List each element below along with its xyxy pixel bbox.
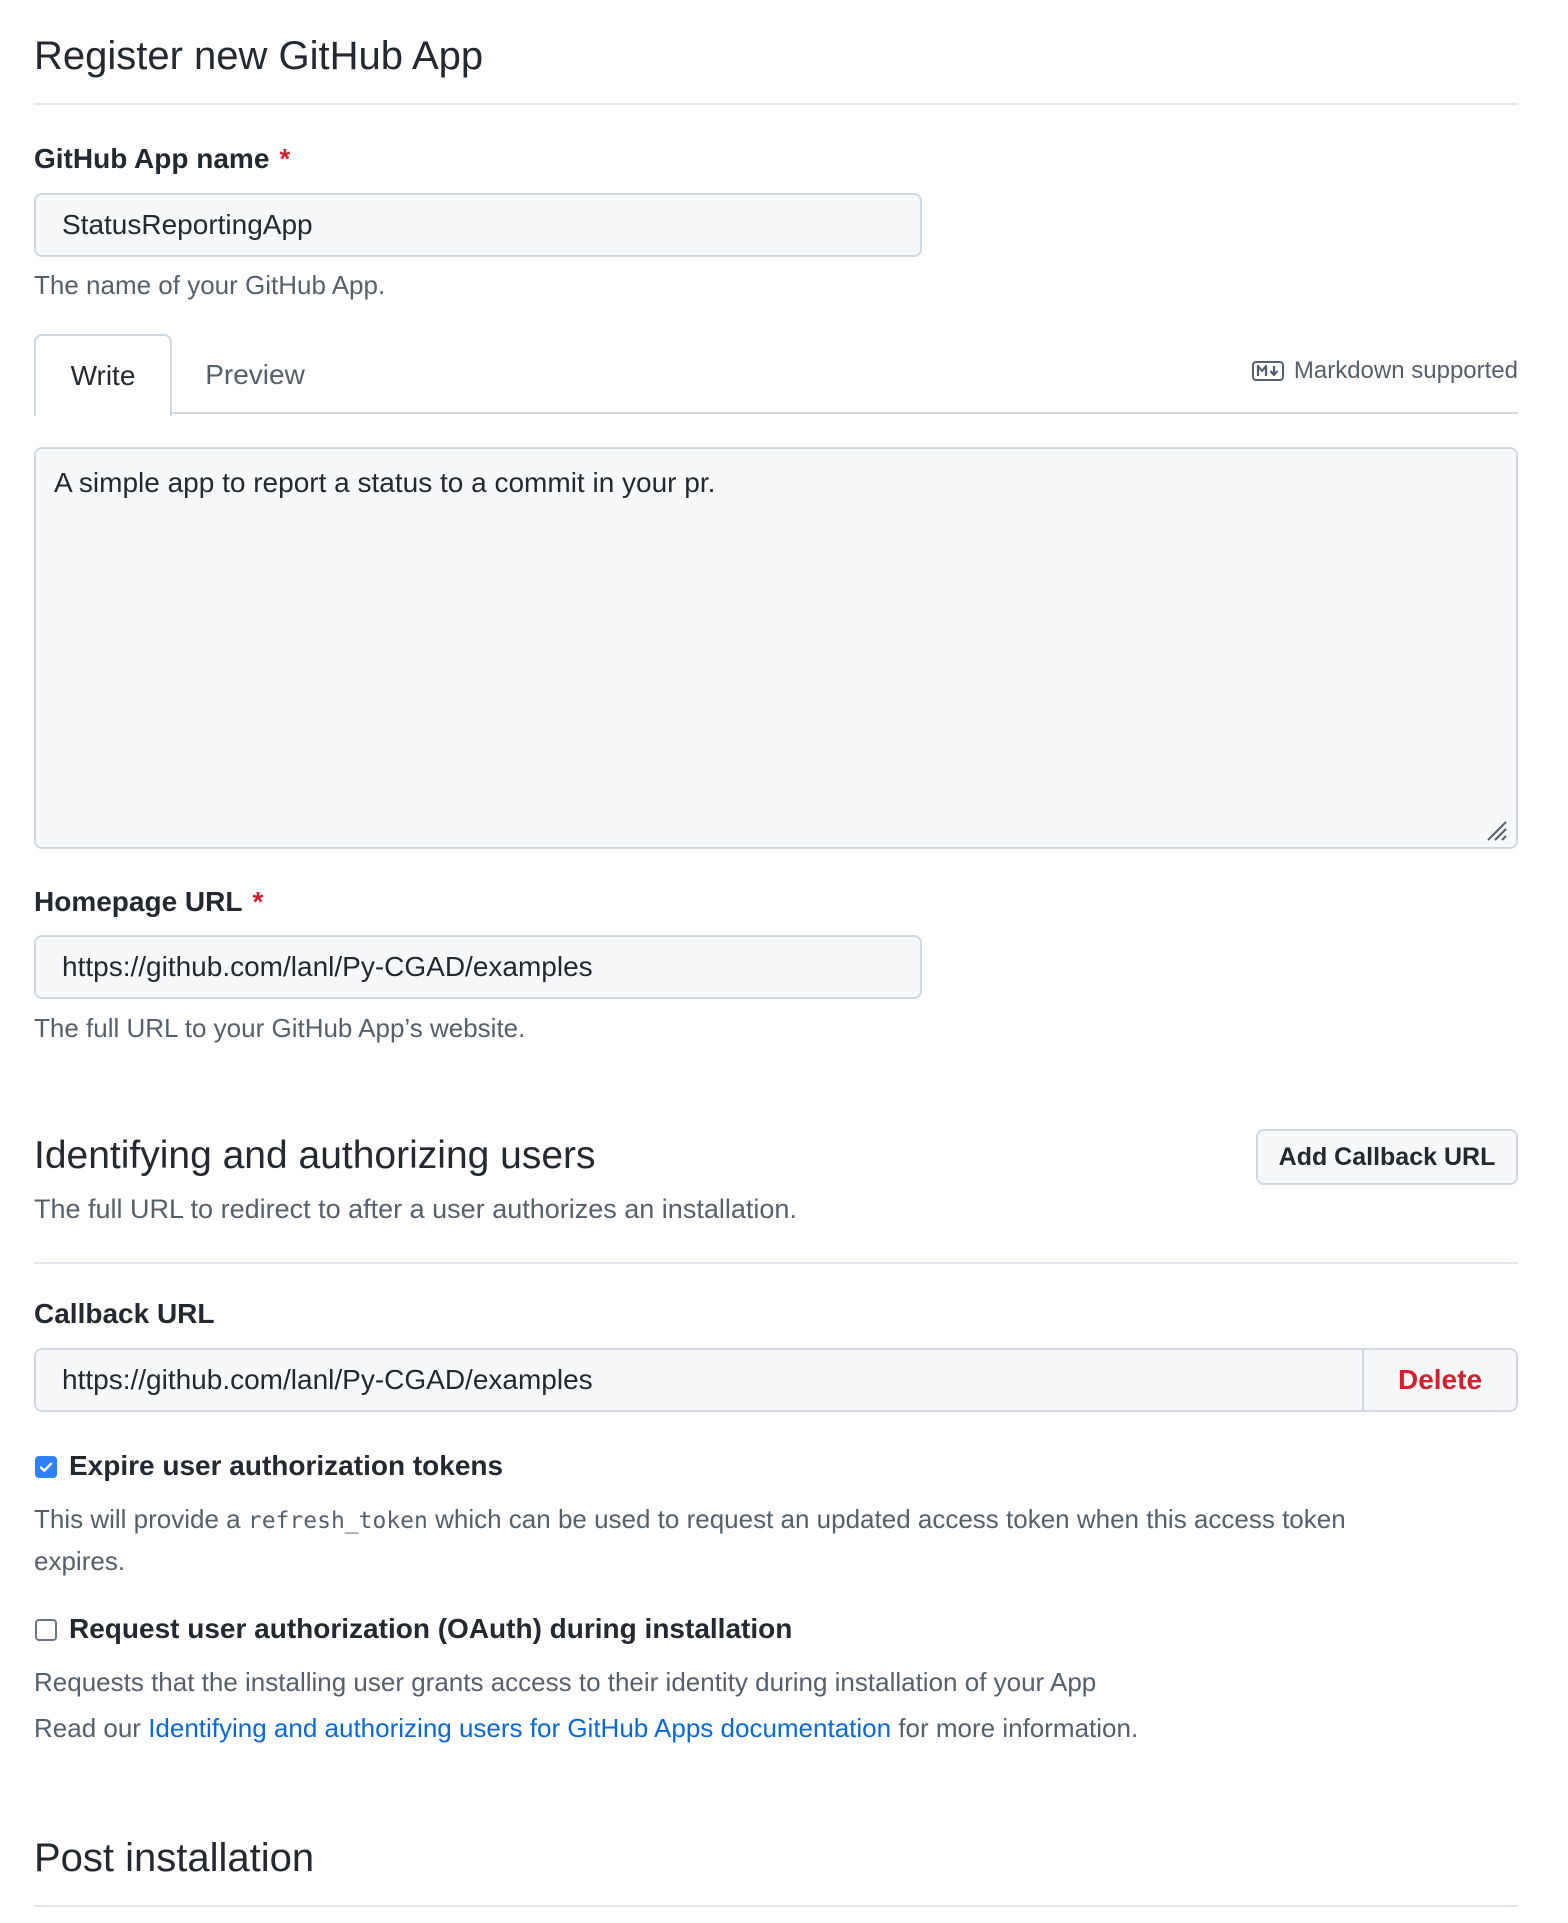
expire-tokens-desc-line1 [34, 1499, 1346, 1541]
identifying-docs-link[interactable]: Identifying and authorizing users for GitHub Apps documentation [148, 1713, 892, 1743]
description-textarea[interactable] [34, 447, 1518, 849]
homepage-label-text: Homepage URL [34, 886, 243, 917]
read-docs-line [34, 1708, 1138, 1748]
markdown-supported-label: Markdown supported [1293, 357, 1518, 384]
description-text: A simple app to report a status to a commit in your pr. [54, 467, 716, 498]
markdown-supported[interactable] [1226, 357, 1518, 385]
tab-write[interactable]: Write [34, 334, 172, 416]
callback-url-label: Callback URL [34, 1298, 215, 1329]
expire-tokens-checkbox[interactable] [35, 1456, 57, 1478]
title-divider [34, 103, 1518, 105]
app-name-note: The name of your GitHub App. [34, 270, 386, 300]
resize-handle-icon[interactable] [1484, 818, 1508, 842]
homepage-note: The full URL to your GitHub App’s website. [34, 1013, 526, 1043]
post-installation-divider [34, 1905, 1518, 1907]
request-oauth-label[interactable]: Request user authorization (OAuth) during installation [69, 1613, 793, 1644]
delete-callback-button[interactable]: Delete [1362, 1350, 1516, 1410]
identifying-divider [34, 1262, 1518, 1264]
tab-preview[interactable]: Preview [205, 359, 305, 390]
required-marker: * [279, 143, 291, 174]
expire-tokens-description [34, 1499, 1346, 1581]
read-docs-post: for more information. [891, 1713, 1139, 1743]
app-name-label-text: GitHub App name [34, 143, 270, 174]
read-docs-pre: Read our [34, 1713, 149, 1743]
expire-tokens-desc-line2: expires. [34, 1546, 126, 1576]
callback-url-group [34, 1348, 1518, 1412]
request-oauth-checkbox[interactable] [35, 1619, 57, 1641]
post-installation-heading: Post installation [34, 1836, 315, 1880]
refresh-token-code: refresh_token [247, 1508, 428, 1534]
check-icon [38, 1459, 54, 1475]
identifying-subtitle: The full URL to redirect to after a user authorizes an installation. [34, 1194, 797, 1224]
page-title: Register new GitHub App [34, 34, 484, 78]
app-name-label [34, 143, 290, 175]
required-marker: * [252, 886, 264, 917]
expire-desc-pre: This will provide a [34, 1504, 248, 1534]
add-callback-url-button[interactable]: Add Callback URL [1256, 1129, 1518, 1185]
identifying-heading: Identifying and authorizing users [34, 1134, 596, 1177]
request-oauth-description: Requests that the installing user grants access to their identity during installation of your App [34, 1667, 1097, 1697]
callback-url-input[interactable]: https://github.com/lanl/Py-CGAD/examples [62, 1364, 593, 1395]
tabs-baseline [172, 412, 1518, 414]
expire-tokens-label[interactable]: Expire user authorization tokens [69, 1450, 504, 1481]
homepage-label [34, 886, 263, 918]
app-name-input[interactable]: StatusReportingApp [34, 193, 922, 257]
markdown-icon [1252, 361, 1284, 381]
expire-desc-post: which can be used to request an updated access token when this access token [427, 1504, 1346, 1534]
homepage-url-input[interactable]: https://github.com/lanl/Py-CGAD/examples [34, 935, 922, 999]
